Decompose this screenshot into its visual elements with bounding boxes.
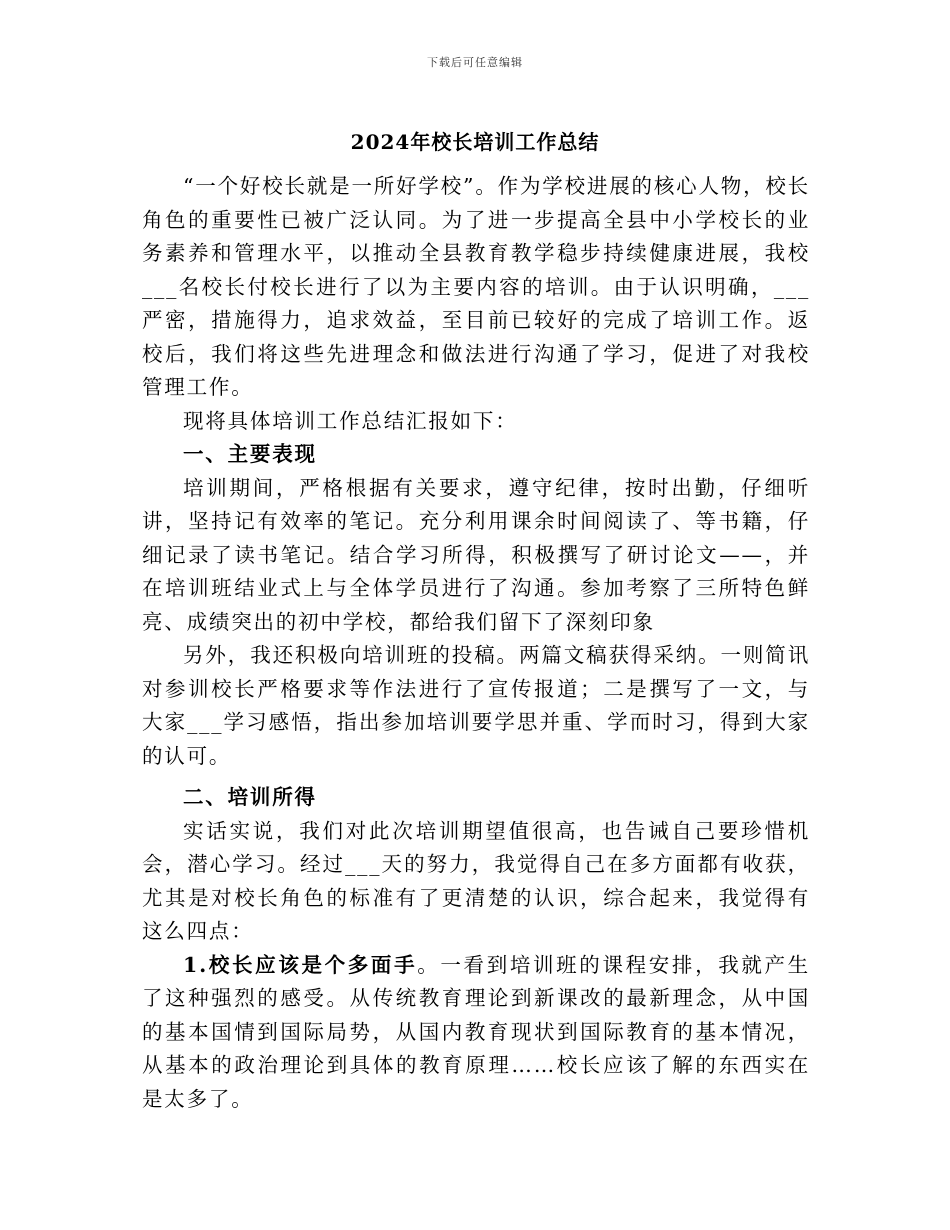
document-title: 2024年校长培训工作总结 (350, 130, 600, 154)
paragraph-submissions: 另外，我还积极向培训班的投稿。两篇文稿获得采纳。一则简讯对参训校长严格要求等作法进行了宣传报道；二是撰写了一文，与大家___学习感悟，指出参加培训要学思并重、学而时习，得到大家的认可。 (142, 643, 810, 768)
point-one-lead: 1.校长应该是个多面手 (183, 952, 418, 977)
document-body (142, 170, 810, 1116)
paragraph-summary-lead: 现将具体培训工作总结汇报如下： (183, 408, 518, 433)
paragraph-intro: “一个好校长就是一所好学校”。作为学校进展的核心人物，校长角色的重要性已被广泛认同。为了进一步提高全县中小学校长的业务素养和管理水平，以推动全县教育教学稳步持续健康进展，我校___名校长付校长进行了以为主要内容的培训。由于认识明确，___严密，措施得力，追求效益，至目前已较好的完成了培训工作。返校后，我们将这些先进理念和做法进行沟通了学习，促进了对我校管理工作。 (142, 174, 810, 399)
paragraph-training-period: 培训期间，严格根据有关要求，遵守纪律，按时出勤，仔细听讲，坚持记有效率的笔记。充分利用课余时间阅读了、等书籍，仔细记录了读书笔记。结合学习所得，积极撰写了研讨论文——，并在培训班结业式上与全体学员进行了沟通。参加考察了三所特色鲜亮、成绩突出的初中学校，都给我们留下了深刻印象 (142, 475, 810, 634)
point-one-text: 。一看到培训班的课程安排，我就产生了这种强烈的感受。从传统教育理论到新课改的最新理念，从中国的基本国情到国际局势，从国内教育现状到国际教育的基本情况，从基本的政治理论到具体的教育原理……校长应该了解的东西实在是太多了。 (142, 952, 810, 1111)
section-heading-training-gains: 二、培训所得 (183, 785, 317, 809)
paragraph-point-one (142, 949, 810, 1117)
section-heading-main-performance: 一、主要表现 (183, 442, 317, 466)
header-note: 下载后可任意编辑 (427, 56, 523, 69)
paragraph-expectations: 实话实说，我们对此次培训期望值很高，也告诫自己要珍惜机会，潜心学习。经过___天的努力，我觉得自己在多方面都有收获，尤其是对校长角色的标准有了更清楚的认识，综合起来，我觉得有这么四点： (142, 818, 810, 943)
